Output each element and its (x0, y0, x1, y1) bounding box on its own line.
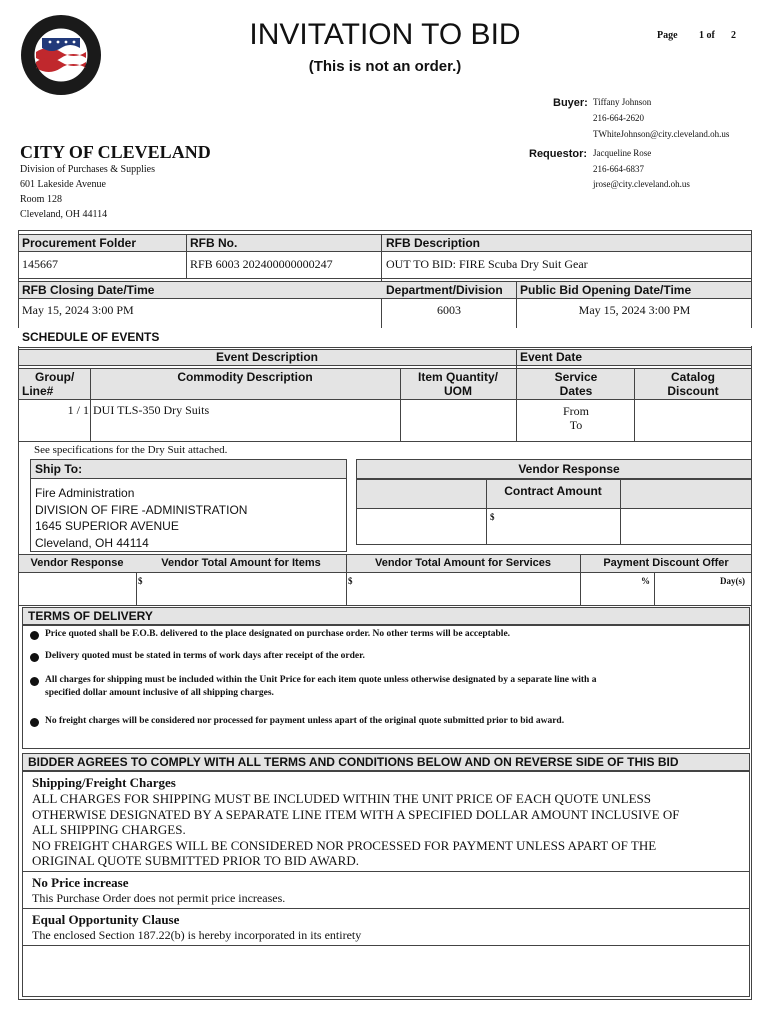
delivery-term-3: All charges for shipping must be included within the Unit Price for each item quote unless otherwise designated by a separate line with a (45, 675, 597, 685)
delivery-term-2: Delivery quoted must be stated in terms of work days after receipt of the order. (45, 651, 365, 661)
ship-to-line2: DIVISION OF FIRE -ADMINISTRATION (35, 503, 248, 517)
contract-amount-dollar: $ (490, 512, 495, 522)
divider (486, 479, 487, 545)
schedule-title: SCHEDULE OF EVENTS (22, 330, 160, 344)
rfb-no-value: RFB 6003 202400000000247 (190, 257, 333, 271)
items-total-label: Vendor Total Amount for Items (161, 557, 321, 569)
buyer-name: Tiffany Johnson (593, 97, 652, 107)
shipping-title: Shipping/Freight Charges (32, 775, 176, 790)
procurement-folder-label: Procurement Folder (22, 236, 137, 250)
discount-offer-label: Payment Discount Offer (603, 557, 729, 569)
qty-label-1: Item Quantity/ (417, 370, 498, 384)
service-from: From (562, 404, 589, 418)
catalog-label-1: Catalog (670, 370, 715, 384)
shipping-line-1: ALL CHARGES FOR SHIPPING MUST BE INCLUDED WITHIN THE UNIT PRICE OF EACH QUOTE UNLESS (32, 791, 651, 806)
discount-days-input[interactable] (657, 575, 717, 603)
bullet-icon (30, 653, 39, 662)
page-number: 1 of (699, 30, 715, 41)
shipping-line-2: OTHERWISE DESIGNATED BY A SEPARATE LINE ITEM WITH A SPECIFIED DOLLAR AMOUNT INCLUSIVE OF (32, 807, 680, 822)
department-value: 6003 (437, 303, 461, 317)
rfb-closing-value: May 15, 2024 3:00 PM (22, 303, 134, 317)
department-label: Department/Division (386, 283, 503, 297)
shipping-line-4: NO FREIGHT CHARGES WILL BE CONSIDERED NOR PROCESSED FOR PAYMENT UNLESS APART OF THE (32, 838, 657, 853)
service-label-2: Dates (559, 384, 593, 398)
service-label-1: Service (554, 370, 598, 384)
divider (18, 605, 752, 606)
city-citystate: Cleveland, OH 44114 (20, 209, 108, 220)
page-total: 2 (731, 30, 736, 41)
service-to: To (569, 418, 583, 432)
totals-vendor-response-label: Vendor Response (30, 557, 124, 569)
shipping-line-3: ALL SHIPPING CHARGES. (32, 822, 186, 837)
catalog-label-2: Discount (667, 384, 719, 398)
items-total-input[interactable] (146, 575, 344, 603)
divider (18, 441, 752, 442)
contract-amount-label: Contract Amount (504, 484, 602, 498)
services-total-input[interactable] (356, 575, 578, 603)
requestor-label: Requestor: (529, 148, 588, 160)
discount-days: Day(s) (720, 576, 745, 586)
line-description-value: DUI TLS-350 Dry Suits (93, 403, 210, 417)
divider (346, 554, 347, 605)
bullet-icon (30, 718, 39, 727)
requestor-phone: 216-664-6837 (593, 164, 644, 174)
divider (400, 368, 401, 441)
city-street: 601 Lakeside Avenue (20, 179, 106, 190)
agreement-title: BIDDER AGREES TO COMPLY WITH ALL TERMS AND CONDITIONS BELOW AND ON REVERSE SIDE OF THIS BID (28, 755, 679, 769)
commodity-label: Commodity Description (177, 370, 313, 384)
bullet-icon (30, 677, 39, 686)
equal-opportunity-text: The enclosed Section 187.22(b) is hereby incorporated in its entirety (32, 928, 362, 942)
document-subtitle: (This is not an order.) (308, 58, 462, 75)
event-description-label: Event Description (215, 350, 319, 364)
divider (22, 908, 750, 909)
no-price-increase-text: This Purchase Order does not permit price increases. (32, 891, 286, 905)
line-group-value: 1 / 1 (67, 403, 89, 417)
buyer-phone: 216-664-2620 (593, 113, 644, 123)
divider (90, 368, 91, 441)
requestor-email: jrose@city.cleveland.oh.us (593, 179, 690, 189)
city-room: Room 128 (20, 194, 62, 205)
no-price-increase-title: No Price increase (32, 875, 129, 890)
divider (22, 871, 750, 872)
rfb-description-label: RFB Description (386, 236, 481, 250)
contract-amount-input[interactable] (497, 511, 617, 541)
page-label: Page (657, 30, 678, 41)
group-label-1: Group/ (35, 370, 75, 384)
document-title: INVITATION TO BID (249, 18, 521, 51)
procurement-folder-value: 145667 (22, 257, 58, 271)
event-date-label: Event Date (520, 350, 583, 364)
discount-percent: % (641, 576, 650, 586)
divider (654, 573, 655, 605)
specification-note: See specifications for the Dry Suit attached. (34, 444, 228, 456)
public-bid-opening-value: May 15, 2024 3:00 PM (578, 303, 691, 317)
divider (22, 945, 750, 946)
divider (186, 234, 187, 278)
divider (580, 554, 581, 605)
equal-opportunity-title: Equal Opportunity Clause (32, 912, 180, 927)
bullet-icon (30, 631, 39, 640)
delivery-term-4: No freight charges will be considered nor processed for payment unless apart of the original quote submitted prior to bid award. (45, 716, 565, 726)
public-bid-opening-label: Public Bid Opening Date/Time (520, 283, 692, 297)
delivery-term-1: Price quoted shall be F.O.B. delivered to the place designated on purchase order. No other terms will be acceptable. (45, 629, 511, 639)
discount-percent-input[interactable] (583, 575, 639, 603)
services-total-label: Vendor Total Amount for Services (374, 557, 552, 569)
rfb-closing-label: RFB Closing Date/Time (22, 283, 155, 297)
delivery-term-3-cont: specified dollar amount inclusive of all shipping charges. (45, 688, 274, 698)
ship-to-line1: Fire Administration (35, 486, 135, 500)
city-name: CITY OF CLEVELAND (20, 142, 211, 162)
ship-to-label: Ship To: (35, 462, 83, 476)
services-total-dollar: $ (348, 576, 353, 586)
items-total-dollar: $ (138, 576, 143, 586)
divider (18, 347, 752, 348)
rfb-description-value: OUT TO BID: FIRE Scuba Dry Suit Gear (386, 257, 588, 271)
ship-to-line4: Cleveland, OH 44114 (35, 536, 149, 550)
rfb-no-label: RFB No. (190, 236, 238, 250)
divider (620, 479, 621, 545)
divider (136, 573, 137, 605)
shipping-line-5: ORIGINAL QUOTE SUBMITTED PRIOR TO BID AWARD. (32, 853, 359, 868)
ship-to-line3: 1645 SUPERIOR AVENUE (35, 519, 179, 533)
group-label-2: Line# (22, 384, 54, 398)
vendor-response-title: Vendor Response (518, 462, 620, 476)
buyer-label: Buyer: (553, 97, 588, 109)
buyer-email: TWhiteJohnson@city.cleveland.oh.us (593, 129, 730, 139)
terms-delivery-title: TERMS OF DELIVERY (28, 609, 153, 623)
city-division: Division of Purchases & Supplies (20, 164, 155, 175)
divider (18, 278, 752, 279)
requestor-name: Jacqueline Rose (593, 148, 652, 158)
qty-label-2: UOM (444, 384, 472, 398)
